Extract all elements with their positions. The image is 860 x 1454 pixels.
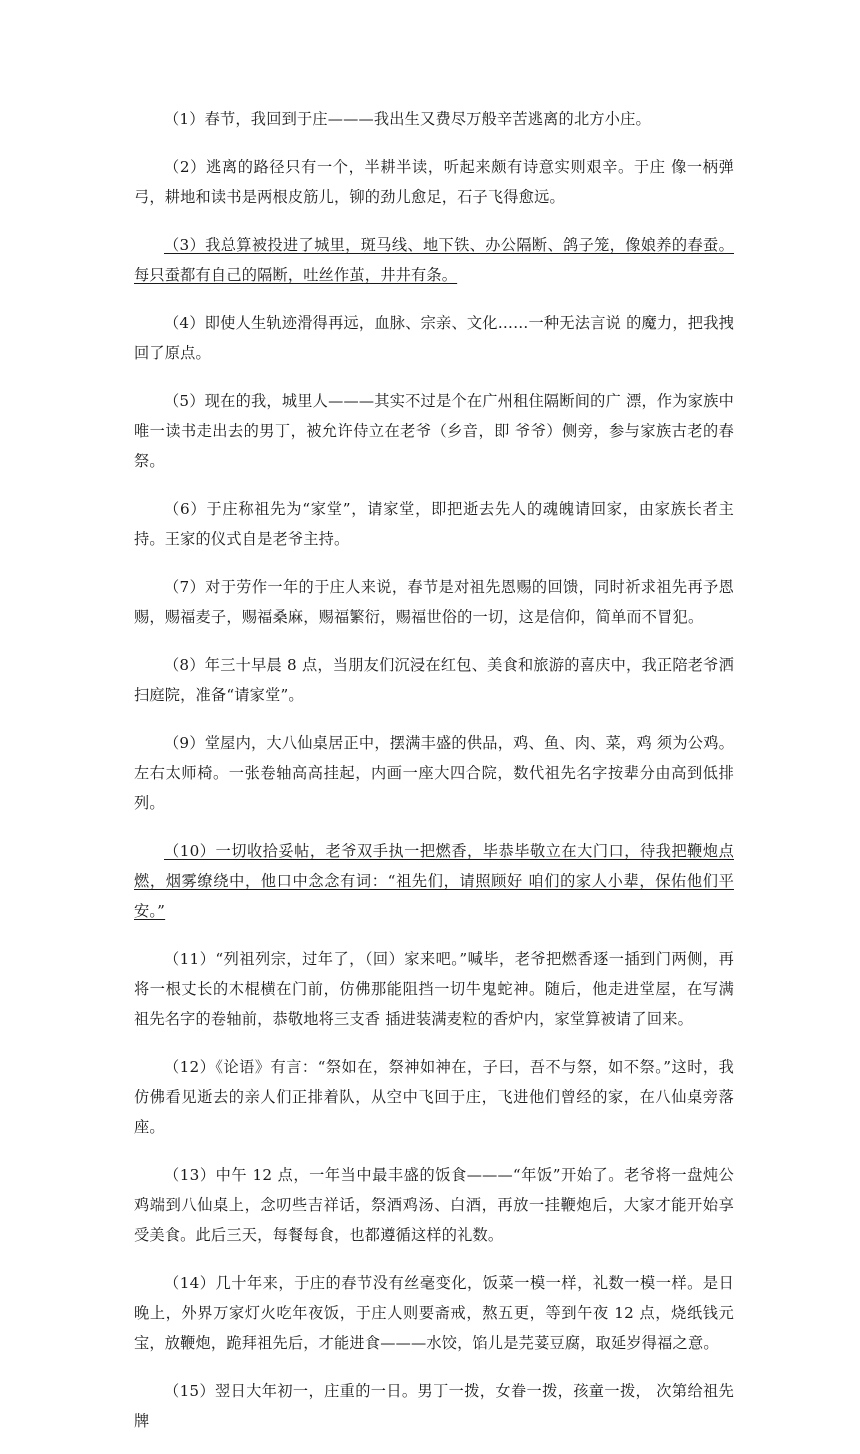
paragraph-1: （1）春节，我回到于庄———我出生又费尽万般辛苦逃离的北方小庄。 bbox=[164, 110, 651, 128]
paragraph-6: （6）于庄称祖先为“家堂”，请家堂，即把逝去先人的魂魄请回家，由家族长者主持。王家的仪式自是老爷主持。 bbox=[134, 500, 734, 548]
paragraph-10: （10）一切收拾妥帖，老爷双手执一把燃香，毕恭毕敬立在大门口，待我把鞭炮点燃，烟雾缭绕中，他口中念念有词：“祖先们，请照顾好 咱们的家人小辈，保佑他们平安。” bbox=[134, 842, 734, 920]
paragraph-3: （3）我总算被投进了城里，斑马线、地下铁、办公隔断、鸽子笼，像娘养的春蚕。每只蚕都有自己的隔断，吐丝作茧，井井有条。 bbox=[134, 236, 734, 284]
paragraph-9: （9）堂屋内，大八仙桌居正中，摆满丰盛的供品，鸡、鱼、肉、菜，鸡 须为公鸡。左右太师椅。一张卷轴高高挂起，内画一座大四合院，数代祖先名字按辈分由高到低排列。 bbox=[134, 734, 734, 812]
paragraph-11: （11）“列祖列宗，过年了，（回）家来吧。”喊毕，老爷把燃香逐一插到门两侧，再将一根丈长的木棍横在门前，仿佛那能阻挡一切牛鬼蛇神。随后，他走进堂屋，在写满祖先名字的卷轴前，恭敬地将三支香 插进装满麦粒的香炉内，家堂算被请了回来。 bbox=[134, 950, 734, 1028]
paragraph-7: （7）对于劳作一年的于庄人来说，春节是对祖先恩赐的回馈，同时祈求祖先再予恩赐，赐福麦子，赐福桑麻，赐福繁衍，赐福世俗的一切，这是信仰，简单而不冒犯。 bbox=[134, 578, 734, 626]
paragraph-8: （8）年三十早晨 8 点，当朋友们沉浸在红包、美食和旅游的喜庆中，我正陪老爷洒扫庭院，准备“请家堂”。 bbox=[134, 656, 734, 704]
paragraph-14: （14）几十年来，于庄的春节没有丝毫变化，饭菜一模一样，礼数一模一样。是日晚上，外界万家灯火吃年夜饭，于庄人则要斋戒，熬五更，等到午夜 12 点，烧纸钱元宝，放鞭炮，跪拜祖先后，才能进食———水饺，馅儿是芫荽豆腐，取延岁得福之意。 bbox=[134, 1274, 734, 1352]
paragraph-13: （13）中午 12 点，一年当中最丰盛的饭食———“年饭”开始了。老爷将一盘炖公鸡端到八仙桌上，念叨些吉祥话，祭酒鸡汤、白酒，再放一挂鞭炮后，大家才能开始享受美食。此后三天，每餐每食，也都遵循这样的礼数。 bbox=[134, 1166, 734, 1244]
paragraph-12: （12）《论语》有言：“祭如在，祭神如神在，子曰，吾不与祭，如不祭。”这时，我仿佛看见逝去的亲人们正排着队，从空中飞回于庄，飞进他们曾经的家，在八仙桌旁落座。 bbox=[134, 1058, 734, 1136]
paragraph-4: （4）即使人生轨迹滑得再远，血脉、宗亲、文化……一种无法言说 的魔力，把我拽回了原点。 bbox=[134, 314, 734, 362]
document-page bbox=[134, 104, 734, 1454]
paragraph-5: （5）现在的我，城里人———其实不过是个在广州租住隔断间的广 漂，作为家族中唯一读书走出去的男丁，被允许侍立在老爷（乡音，即 爷爷）侧旁，参与家族古老的春祭。 bbox=[134, 392, 734, 470]
paragraph-2: （2）逃离的路径只有一个，半耕半读，听起来颇有诗意实则艰辛。于庄 像一柄弹弓，耕地和读书是两根皮筋儿，铆的劲儿愈足，石子飞得愈远。 bbox=[134, 158, 734, 206]
paragraph-15: （15）翌日大年初一，庄重的一日。男丁一拨，女眷一拨，孩童一拨， 次第给祖先牌 bbox=[134, 1382, 734, 1430]
